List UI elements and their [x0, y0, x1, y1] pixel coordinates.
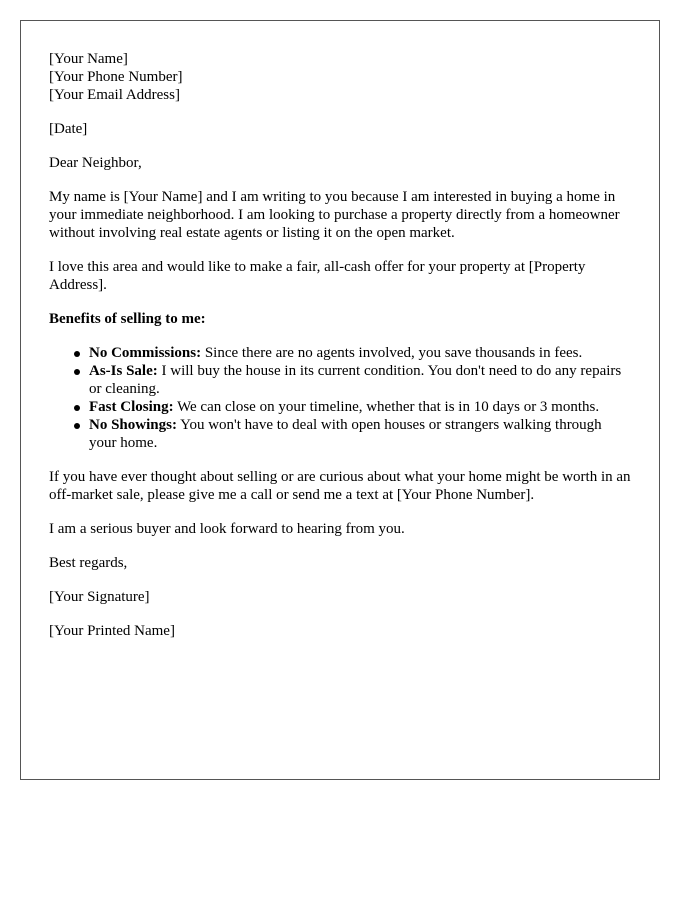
sender-phone: [Your Phone Number] — [49, 69, 183, 85]
benefit-item — [89, 344, 631, 362]
letter-page — [20, 20, 660, 780]
bullet-icon — [74, 423, 80, 429]
bullet-icon — [74, 405, 80, 411]
closing-statement: I am a serious buyer and look forward to hearing from you. — [49, 521, 405, 537]
offer-paragraph: I love this area and would like to make a fair, all-cash offer for your property at [Property Address]. — [49, 259, 586, 293]
benefit-title: Fast Closing: — [89, 399, 174, 415]
sender-email: [Your Email Address] — [49, 87, 180, 103]
printed-name: [Your Printed Name] — [49, 623, 175, 639]
benefit-title: As-Is Sale: — [89, 363, 158, 379]
benefit-title: No Showings: — [89, 417, 177, 433]
contact-paragraph: If you have ever thought about selling or are curious about what your home might be worth in an off-market sale, please give me a call or send me a text at [Your Phone Number]. — [49, 469, 631, 503]
benefit-item — [89, 398, 631, 416]
sender-name: [Your Name] — [49, 51, 128, 67]
signature-placeholder: [Your Signature] — [49, 589, 150, 605]
benefits-heading: Benefits of selling to me: — [49, 311, 206, 327]
sign-off: Best regards, — [49, 555, 128, 571]
letter-date: [Date] — [49, 121, 88, 137]
intro-paragraph: My name is [Your Name] and I am writing to you because I am interested in buying a home in your immediate neighborhood. I am looking to purchase a property directly from a homeowner without involving real estate agents or listing it on the open market. — [49, 189, 620, 241]
benefit-text: I will buy the house in its current condition. You don't need to do any repairs or cleaning. — [89, 363, 622, 397]
benefit-item — [89, 416, 631, 452]
benefit-text: You won't have to deal with open houses or strangers walking through your home. — [89, 417, 602, 451]
bullet-icon — [74, 351, 80, 357]
bullet-icon — [74, 369, 80, 375]
benefit-text: We can close on your timeline, whether that is in 10 days or 3 months. — [173, 399, 600, 415]
sender-block — [49, 50, 631, 104]
salutation: Dear Neighbor, — [49, 155, 142, 171]
benefit-text: Since there are no agents involved, you save thousands in fees. — [201, 345, 583, 361]
benefit-item — [89, 362, 631, 398]
benefit-title: No Commissions: — [89, 345, 202, 361]
benefits-list — [49, 344, 631, 452]
